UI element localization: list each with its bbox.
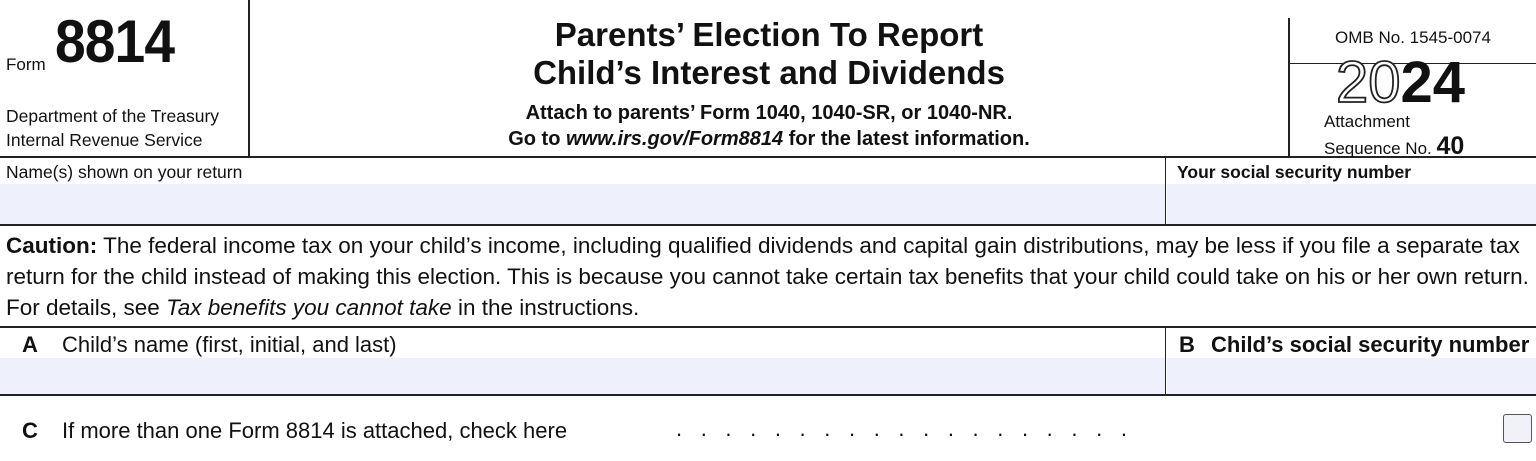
line-a-label: Child’s name (first, initial, and last) (62, 332, 397, 357)
title-block (252, 0, 1286, 156)
tax-year-outline: 20 (1336, 50, 1401, 115)
department-name: Department of the Treasury (6, 106, 220, 126)
website-prefix: Go to (508, 128, 566, 150)
form-title-line-1: Parents’ Election To Report (554, 16, 984, 53)
taxpayer-info-row (0, 158, 1536, 226)
caution-text-end: in the instructions. (451, 295, 640, 320)
line-a-letter: A (22, 332, 38, 357)
sequence-number: 40 (1436, 132, 1465, 160)
agency-name: Internal Revenue Service (6, 130, 203, 150)
ssn-field[interactable] (1167, 184, 1536, 224)
ssn-cell (1167, 158, 1536, 224)
omb-block (1288, 18, 1536, 160)
sequence-label: Sequence No. (1324, 139, 1432, 158)
name-label: Name(s) shown on your return (6, 162, 243, 182)
website-suffix: for the latest information. (783, 128, 1030, 150)
name-field[interactable] (0, 184, 1165, 224)
caution-text: The federal income tax on your child’s income, including qualified dividends and capital gain distributions, may be less if you file a separate tax return for the child instead of making this election. This is because you cannot take certain tax benefits that your child could take on his or her own return. For details, see (6, 233, 1529, 320)
multiple-forms-checkbox[interactable] (1503, 414, 1532, 443)
line-c-row (0, 404, 1536, 454)
child-info-row (0, 326, 1536, 396)
line-c-letter: C (22, 418, 38, 443)
caution-paragraph (6, 230, 1534, 323)
attachment-label: Attachment (1324, 112, 1410, 131)
name-cell (0, 158, 1166, 224)
leader-dots: ................... (676, 416, 1146, 441)
omb-number: OMB No. 1545-0074 (1290, 28, 1536, 64)
form-identifier (0, 0, 250, 156)
ssn-label: Your social security number (1177, 162, 1412, 182)
form-number: 8814 (55, 8, 175, 75)
child-ssn-field[interactable] (1167, 358, 1536, 394)
attach-instruction: Attach to parents’ Form 1040, 1040-SR, or 1040-NR. (525, 102, 1013, 124)
sequence-label-line (1324, 132, 1464, 161)
tax-year (1336, 50, 1466, 115)
form-title-line-2: Child’s Interest and Dividends (533, 54, 1005, 91)
line-b-cell (1167, 328, 1536, 394)
child-name-field[interactable] (0, 358, 1165, 394)
line-b-letter: B (1179, 332, 1195, 357)
form-word: Form (6, 55, 46, 74)
form-header (0, 0, 1536, 158)
line-c-label: If more than one Form 8814 is attached, check here (62, 418, 568, 443)
caution-label: Caution: (6, 233, 98, 258)
tax-year-bold: 24 (1400, 50, 1466, 115)
line-b-label: Child’s social security number (1211, 332, 1530, 357)
website-link[interactable]: www.irs.gov/Form8814 (565, 128, 784, 150)
caution-reference: Tax benefits you cannot take (166, 295, 452, 320)
website-instruction (252, 128, 1286, 151)
line-a-cell (0, 328, 1166, 394)
